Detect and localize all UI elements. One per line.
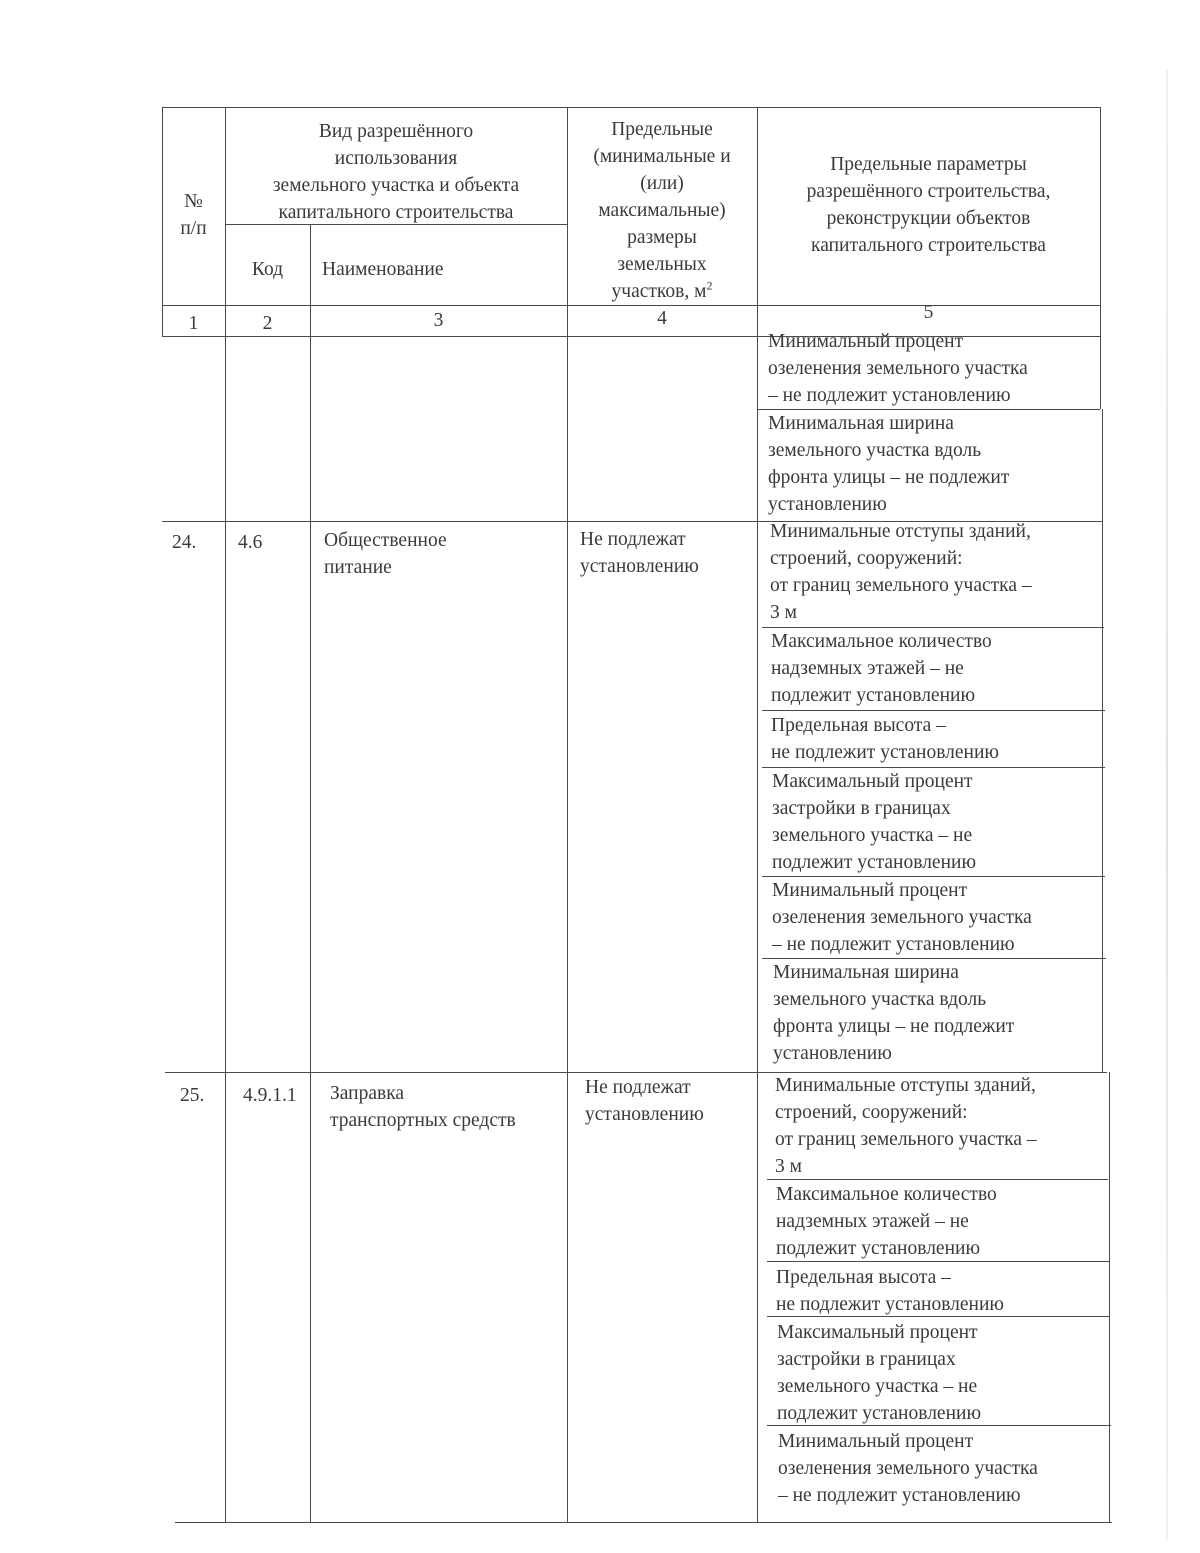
param-cell: Предельная высота – не подлежит установлению — [776, 1267, 1004, 1315]
header-code: Код — [251, 259, 284, 280]
row-number: 24. — [172, 532, 197, 553]
row-name: Заправка транспортных средств — [330, 1083, 516, 1131]
header-plot-sizes — [567, 116, 757, 305]
table-rule — [175, 1522, 1112, 1523]
row-number: 25. — [180, 1085, 205, 1106]
param-cell: Минимальная ширина земельного участка вдоль фронта улицы – не подлежит установлению — [768, 413, 1010, 515]
table-rule — [1102, 409, 1103, 1072]
param-cell: Минимальный процент озеленения земельного участка – не подлежит установлению — [768, 331, 1028, 406]
scan-edge — [1166, 70, 1168, 1540]
column-number: 4 — [657, 308, 667, 329]
param-cell: Минимальные отступы зданий, строений, сооружений: от границ земельного участка – 3 м — [770, 521, 1032, 623]
param-cell: Максимальный процент застройки в границах земельного участка – не подлежит установлению — [772, 771, 977, 873]
param-cell: Минимальный процент озеленения земельного участка – не подлежит установлению — [772, 880, 1032, 955]
param-cell: Минимальный процент озеленения земельного участка – не подлежит установлению — [778, 1431, 1038, 1506]
column-number: 3 — [433, 310, 444, 331]
row-name: Общественное питание — [324, 530, 447, 578]
header-name: Наименование — [322, 259, 444, 280]
param-cell: Минимальная ширина земельного участка вдоль фронта улицы – не подлежит установлению — [773, 962, 1015, 1064]
header-plot-sizes-sup: 2 — [706, 278, 713, 293]
header-land-use-group: Вид разрешённого использования земельного участка и объекта капитального строительства — [272, 121, 520, 223]
table-rule — [162, 107, 1100, 108]
param-cell: Предельная высота – не подлежит установлению — [771, 715, 999, 763]
param-cell: Максимальное количество надземных этажей – не подлежит установлению — [771, 631, 992, 706]
table-rule — [1100, 107, 1101, 409]
header-num: № п/п — [180, 191, 207, 239]
column-number: 1 — [188, 313, 199, 334]
table-rule — [310, 224, 311, 1522]
column-number: 2 — [262, 313, 273, 334]
row-plot-size: Не подлежат установлению — [585, 1077, 704, 1125]
row-code: 4.6 — [238, 532, 263, 553]
table-rule — [762, 710, 1105, 711]
param-cell: Максимальное количество надземных этажей – не подлежит установлению — [776, 1184, 997, 1259]
param-cell: Максимальный процент застройки в границах земельного участка – не подлежит установлению — [777, 1322, 982, 1424]
table-rule — [1109, 1072, 1110, 1522]
header-build-params: Предельные параметры разрешённого строительства, реконструкции объектов капитального строительства — [806, 154, 1051, 256]
row-plot-size: Не подлежат установлению — [580, 529, 699, 577]
header-plot-sizes-text: Предельные (минимальные и (или) максимальные) размеры земельных участков, м — [593, 119, 731, 302]
column-number: 5 — [923, 302, 934, 323]
row-code: 4.9.1.1 — [243, 1085, 297, 1106]
param-cell: Минимальные отступы зданий, строений, сооружений: от границ земельного участка – 3 м — [775, 1075, 1037, 1177]
